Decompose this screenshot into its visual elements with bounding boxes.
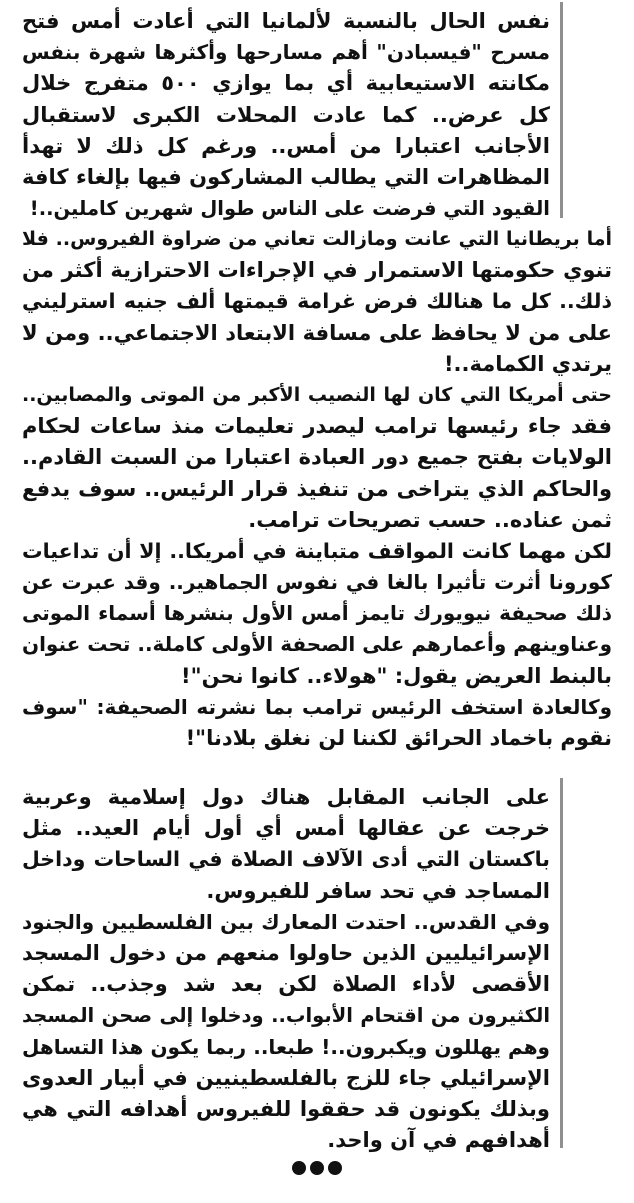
text-line: والحاكم الذي يتراخى من تنفيذ قرار الرئيس.. سوف يدفع [22, 476, 612, 501]
text-line: وكالعادة استخف الرئيس ترامب بما نشرته الصحيفة: "سوف [22, 694, 612, 719]
text-line: ثمن عناده.. حسب تصريحات ترامب. [248, 507, 612, 532]
text-line: الأقصى لأداء الصلاة لكن بعد شد وجذب.. تمكن [22, 972, 550, 997]
text-line: لكن مهما كانت المواقف متباينة في أمريكا.. إلا أن تداعيات [22, 538, 612, 563]
text-line: مسرح "فيسبادن" أهم مسارحها وأكثرها شهرة بنفس [22, 40, 550, 65]
paragraph-block-britain-america [22, 224, 612, 754]
text-line: وبذلك يكونون قد حققوا للفيروس أهدافه التي هي [22, 1096, 550, 1121]
text-line: المظاهرات التي يطالب المشاركون فيها بإلغاء كافة [22, 164, 550, 189]
paragraph-block-islamic-countries [22, 782, 550, 1156]
dot-icon [292, 1161, 306, 1175]
text-line: فقد جاء رئيسها ترامب ليصدر تعليمات منذ ساعات لحكام [22, 414, 612, 439]
text-line: بالبنط العريض يقول: "هولاء.. كانوا نحن"! [181, 663, 612, 688]
text-line: الإسرائيليين الذين حاولوا منعهم من دخول المسجد [22, 940, 550, 965]
text-line: المساجد في تحد سافر للفيروس. [206, 878, 550, 903]
text-line: كورونا أثرت تأثيرا بالغا في نفوس الجماهير.. وقد عبرت عن [22, 570, 612, 595]
text-line: خرجت عن عقالها أمس أي أول أيام العيد.. مثل [22, 816, 550, 841]
text-line: تنوي حكومتها الاستمرار في الإجراءات الاحترازية أكثر من [22, 258, 612, 283]
dot-icon [310, 1161, 324, 1175]
text-line: وهم يهللون ويكبرون..! طبعا.. ربما يكون هذا التساهل [22, 1034, 550, 1059]
text-line: الكثيرون من اقتحام الأبواب.. ودخلوا إلى صحن المسجد [22, 1004, 550, 1028]
text-line: وفي القدس.. احتدت المعارك بين الفلسطيين والجنود [22, 909, 550, 934]
text-line: الولايات بفتح جميع دور العبادة اعتبارا من السبت القادم.. [22, 445, 612, 470]
text-line: على من لا يحافظ على مسافة الابتعاد الاجتماعي.. ومن لا [22, 320, 612, 345]
text-line: مكانته الاستيعابية أي بما يوازي ٥٠٠ متفرج خلال [22, 71, 550, 96]
text-line: حتى أمريكا التي كان لها النصيب الأكبر من الموتى والمصابين.. [22, 383, 612, 406]
text-line: كل عرض.. كما عادت المحلات الكبرى لاستقبال [22, 102, 550, 127]
text-line: الإسرائيلي جاء للزج بالفلسطينيين في أبيار العدوى [22, 1065, 550, 1090]
text-line: يرتدي الكمامة..! [443, 351, 612, 376]
text-line: نفس الحال بالنسبة لألمانيا التي أعادت أمس فتح [22, 9, 550, 33]
paragraph-block-germany [22, 6, 550, 224]
text-line: نقوم باخماد الحرائق لكننا لن نغلق بلادنا"! [185, 726, 612, 750]
dot-icon [328, 1161, 342, 1175]
text-line: أهدافهم في آن واحد. [327, 1128, 550, 1153]
column-rule-top [560, 2, 563, 218]
text-line: باكستان التي أدى الآلاف الصلاة في الساحات وداخل [22, 847, 550, 872]
text-line: ذلك صحيفة نيويورك تايمز أمس الأول بنشرها أسماء الموتى [22, 601, 612, 626]
column-rule-bottom [560, 778, 563, 1148]
end-of-article-dots [0, 1160, 634, 1179]
text-line: وعناوينهم وأعمارهم على الصحفة الأولى كاملة.. تحت عنوان [22, 632, 612, 657]
text-line: القيود التي فرضت على الناس طوال شهرين كاملين..! [29, 197, 550, 221]
text-line: على الجانب المقابل هناك دول إسلامية وعربية [22, 785, 550, 809]
text-line: أما بريطانيا التي عانت ومازالت تعاني من ضراوة الفيروس.. فلا [22, 228, 612, 250]
text-line: الأجانب اعتبارا من أمس.. ورغم كل ذلك لا تهدأ [22, 133, 550, 158]
text-line: ذلك.. كل ما هنالك فرض غرامة قيمتها ألف جنيه استرليني [22, 289, 612, 314]
